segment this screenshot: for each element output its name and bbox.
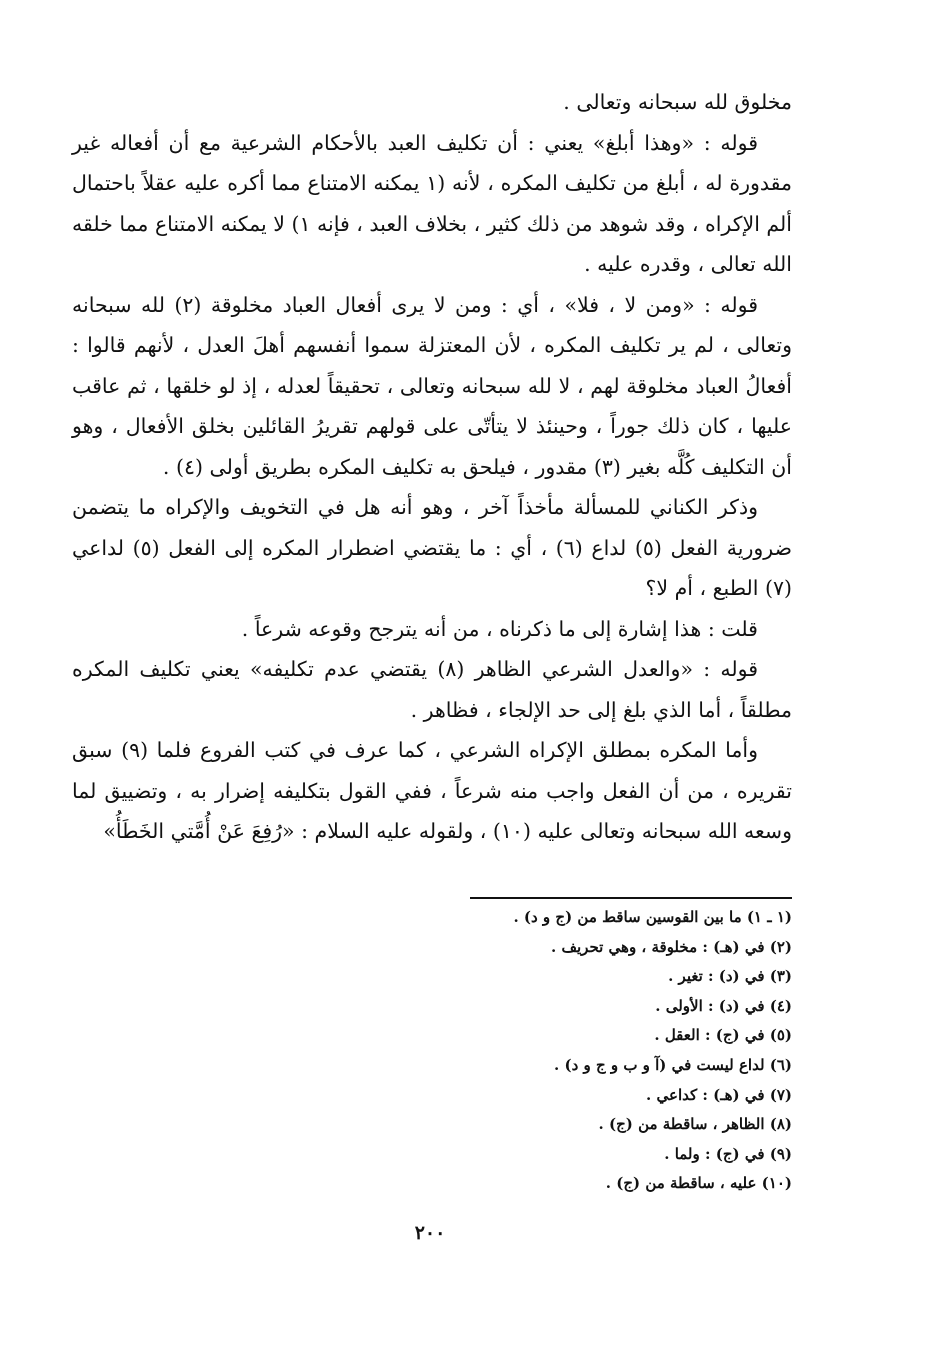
paragraph-1: مخلوق لله سبحانه وتعالى . <box>563 90 792 114</box>
footnote-9: (٩) في (ج) : ولما . <box>664 1144 792 1163</box>
footnote-7: (٧) في (هـ) : كداعي . <box>646 1085 792 1104</box>
paragraph-2: قوله : «وهذا أبلغ» يعني : أن تكليف العبد بالأحكام الشرعية مع أن أفعاله غير مقدورة له ، أبلغ من تكليف المكره ، لأنه (١ يمكنه الامتناع مما أكره عليه عقلاً باحتمال ألم الإكراه ، وقد شوهد من ذلك كثير ، بخلاف العبد ، فإنه ١) لا يمكنه الامتناع مما خلقه الله تعالى ، وقدره عليه . <box>72 130 792 276</box>
paragraph-4: وذكر الكناني للمسألة مأخذاً آخر ، وهو أنه هل في التخويف والإكراه ما يتضمن ضرورية الفعل (٥) لداع (٦) ، أي : ما يقتضي اضطرار المكره إلى الفعل (٥) لداعي (٧) الطبع ، أم لا؟ <box>72 495 792 600</box>
paragraph-6: قوله : «والعدل الشرعي الظاهر (٨) يقتضي عدم تكليفه» يعني تكليف المكره مطلقاً ، أما الذي بلغ إلى حد الإلجاء ، فظاهر . <box>72 657 792 722</box>
page-number: ٢٠٠ <box>414 1222 446 1244</box>
paragraph-3: قوله : «ومن لا ، فلا» ، أي : ومن لا يرى أفعال العباد مخلوقة (٢) لله سبحانه وتعالى ، لم ير تكليف المكره ، لأن المعتزلة سموا أنفسهم أهلَ العدل ، لأنهم قالوا : أفعالُ العباد مخلوقة لهم ، لا لله سبحانه وتعالى ، تحقيقاً لعدله ، إذ لو خلقها ، ثم عاقب عليها ، كان ذلك جوراً ، وحينئذ لا يتأتّى على قولهم تقريرُ القائلين بخلق الأفعال ، وهو أن التكليف كُلَّه بغير (٣) مقدور ، فيلحق به تكليف المكره بطريق أولى (٤) . <box>72 292 792 479</box>
footnote-2: (٢) في (هـ) : مخلوقة ، وهي تحريف . <box>551 937 792 956</box>
main-text <box>72 82 792 852</box>
footnote-separator <box>470 897 792 899</box>
footnote-10: (١٠) عليه ، ساقطة من (ج) . <box>605 1174 792 1193</box>
paragraph-5: قلت : هذا إشارة إلى ما ذكرناه ، من أنه يترجح وقوعه شرعاً . <box>241 616 758 641</box>
footnote-5: (٥) في (ج) : العقل . <box>654 1026 792 1045</box>
footnote-6: (٦) لداع ليست في (آ و ب و ج و د) . <box>554 1055 792 1074</box>
paragraph-7: وأما المكره بمطلق الإكراه الشرعي ، كما عرف في كتب الفروع فلما (٩) سبق تقريره ، من أن الفعل واجب منه شرعاً ، ففي القول بتكليفه إضرار به ، وتضييق لما وسعه الله سبحانه وتعالى عليه (١٠) ، ولقوله عليه السلام : «رُفِعَ عَنْ أُمَّتي الخَطَأُ» <box>72 738 792 843</box>
footnotes <box>330 903 792 1199</box>
footnote-3: (٣) في (د) : تغير . <box>668 967 792 986</box>
footnote-8: (٨) الظاهر ، ساقطة من (ج) . <box>598 1115 792 1134</box>
footnote-1: (١ ـ ١) ما بين القوسين ساقط من (ج و د) . <box>513 908 792 926</box>
footnote-4: (٤) في (د) : الأولى . <box>655 996 792 1015</box>
